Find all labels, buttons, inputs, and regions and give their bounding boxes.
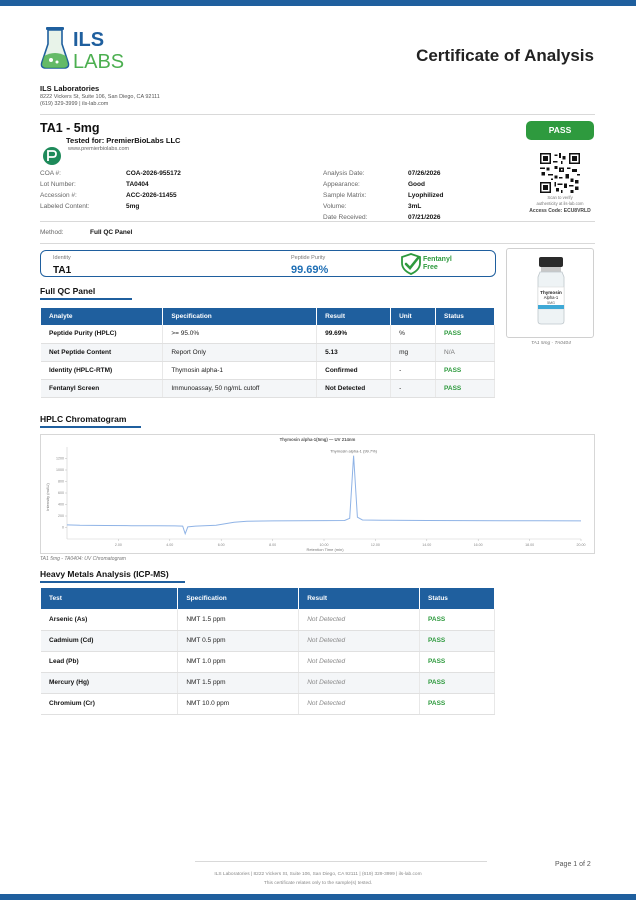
column-header: Test — [41, 588, 178, 609]
cell: Not Detected — [317, 379, 391, 397]
cell: Identity (HPLC-RTM) — [41, 361, 163, 379]
meta-value: 07/21/2026 — [408, 214, 441, 221]
purity-label: Peptide Purity — [291, 255, 326, 261]
cell: >= 95.0% — [163, 325, 317, 343]
meta-key: Date Received: — [323, 214, 368, 221]
x-tick-label: 18.00 — [525, 543, 535, 547]
svg-text:5MG: 5MG — [547, 301, 555, 305]
table-row — [41, 361, 495, 379]
column-header: Status — [436, 308, 495, 325]
y-tick-label: 200 — [58, 514, 64, 519]
lab-info — [40, 84, 160, 107]
shield-check-icon — [399, 252, 423, 276]
chromatogram-trace — [67, 456, 581, 534]
section-underline — [40, 298, 132, 300]
table-row — [41, 343, 495, 361]
meta-value: 5mg — [126, 203, 140, 210]
vial-image — [507, 249, 595, 339]
cell: NMT 0.5 ppm — [178, 630, 299, 651]
y-tick-label: 1000 — [56, 468, 64, 473]
meta-key: Sample Matrix: — [323, 192, 367, 199]
qr-code-icon[interactable] — [540, 153, 580, 193]
fentanyl-free-label — [423, 256, 452, 272]
method-value: Full QC Panel — [90, 229, 133, 236]
fentanyl-line: Free — [423, 264, 438, 271]
cell: Report Only — [163, 343, 317, 361]
table-row — [41, 672, 495, 693]
lab-contact: (619) 329-3999 | ils-lab.com — [40, 101, 109, 107]
qr-note-line: Scan to verify — [547, 195, 573, 200]
cell: - — [391, 361, 436, 379]
y-tick-label: 0 — [62, 525, 64, 530]
divider — [40, 243, 595, 244]
y-tick-label: 1200 — [56, 456, 64, 461]
method-key: Method: — [40, 229, 64, 236]
peak-label: Thymosin alpha-1 (99.7%) — [330, 448, 378, 454]
column-header: Unit — [391, 308, 436, 325]
identity-value: TA1 — [53, 265, 72, 276]
meta-left — [40, 168, 181, 212]
cell: NMT 10.0 ppm — [178, 693, 299, 714]
cell: - — [391, 379, 436, 397]
client-website: www.premierbiolabs.com — [68, 146, 130, 152]
cell: Net Peptide Content — [41, 343, 163, 361]
heavy-metals-title: Heavy Metals Analysis (ICP-MS) — [40, 569, 169, 579]
column-header: Specification — [178, 588, 299, 609]
page-number: Page 1 of 2 — [555, 861, 591, 868]
cell: NMT 1.5 ppm — [178, 672, 299, 693]
meta-key: Volume: — [323, 203, 347, 210]
x-tick-label: 16.00 — [473, 543, 483, 547]
svg-text:ILS: ILS — [73, 29, 105, 51]
identity-label: Identity — [53, 255, 71, 261]
cell: NMT 1.5 ppm — [178, 609, 299, 630]
cell: Arsenic (As) — [41, 609, 178, 630]
table-row — [41, 379, 495, 397]
column-header: Analyte — [41, 308, 163, 325]
lab-name: ILS Laboratories — [40, 84, 100, 93]
document-title: Certificate of Analysis — [416, 46, 594, 65]
x-tick-label: 10.00 — [319, 543, 329, 547]
chromatogram-caption: TA1 5mg - TA0404: UV Chromatogram — [40, 556, 126, 562]
y-tick-label: 600 — [58, 491, 64, 496]
status-cell: PASS — [436, 361, 495, 379]
purity-value: 99.69% — [291, 264, 329, 276]
premierbiolabs-logo — [42, 146, 62, 166]
x-tick-label: 12.00 — [370, 543, 380, 547]
status-cell: PASS — [420, 630, 495, 651]
table-row — [41, 651, 495, 672]
column-header: Specification — [163, 308, 317, 325]
meta-value: 3mL — [408, 203, 422, 210]
status-cell: PASS — [420, 672, 495, 693]
svg-text:Alpha-1: Alpha-1 — [543, 295, 559, 300]
cell: 5.13 — [317, 343, 391, 361]
section-underline — [40, 581, 185, 583]
meta-key: Accession #: — [40, 192, 77, 199]
qr-note — [520, 195, 600, 206]
meta-right — [323, 168, 444, 223]
meta-value: COA-2026-955172 — [126, 170, 181, 177]
svg-text:Thymosin: Thymosin — [540, 290, 562, 295]
column-header: Result — [299, 588, 420, 609]
y-tick-label: 400 — [58, 502, 64, 507]
divider — [40, 221, 595, 222]
footer-divider — [195, 861, 487, 862]
ils-labs-logo — [40, 24, 140, 74]
x-tick-label: 4.00 — [166, 543, 174, 547]
cell: Thymosin alpha-1 — [163, 361, 317, 379]
product-title: TA1 - 5mg — [40, 121, 100, 135]
client-block — [42, 136, 180, 152]
svg-text:LABS: LABS — [73, 51, 125, 73]
chromatogram-panel — [40, 434, 595, 554]
tested-for: Tested for: PremierBioLabs LLC — [66, 136, 181, 145]
chromatogram-title: HPLC Chromatogram — [40, 414, 127, 424]
cell: Peptide Purity (HPLC) — [41, 325, 163, 343]
cell: Not Detected — [299, 693, 420, 714]
vial-caption: TA1 5mg - TA0404 — [531, 341, 571, 346]
x-tick-label: 20.00 — [576, 543, 586, 547]
divider — [40, 114, 595, 115]
meta-value: Lyophilized — [408, 192, 444, 199]
cell: Not Detected — [299, 651, 420, 672]
cell: Chromium (Cr) — [41, 693, 178, 714]
overall-pass-badge: PASS — [526, 121, 594, 140]
meta-key: Analysis Date: — [323, 170, 365, 177]
cell: Immunoassay, 50 ng/mL cutoff — [163, 379, 317, 397]
qc-panel-table — [41, 308, 495, 398]
meta-key: Appearance: — [323, 181, 360, 188]
cell: Not Detected — [299, 672, 420, 693]
lab-address: 8222 Vickers St, Suite 106, San Diego, CA 92111 — [40, 94, 160, 100]
meta-value: ACC-2026-11455 — [126, 192, 177, 199]
x-axis-label: Retention Time (min) — [306, 547, 344, 552]
bottom-accent-bar — [0, 894, 636, 900]
table-row — [41, 630, 495, 651]
top-accent-bar — [0, 0, 636, 6]
x-tick-label: 14.00 — [422, 543, 432, 547]
cell: mg — [391, 343, 436, 361]
cell: Not Detected — [299, 609, 420, 630]
cell: Not Detected — [299, 630, 420, 651]
footer-address: ILS Laboratories | 8222 Vickers St, Suite 106, San Diego, CA 92111 | (619) 329-3999 | ils-lab.com — [214, 872, 422, 877]
cell: Fentanyl Screen — [41, 379, 163, 397]
y-axis-label: Intensity (mAU) — [45, 483, 50, 511]
x-tick-label: 2.00 — [114, 543, 122, 547]
access-code: Access Code: ECU8VRLD — [529, 208, 591, 214]
cell: NMT 1.0 ppm — [178, 651, 299, 672]
cell: 99.69% — [317, 325, 391, 343]
section-underline — [40, 426, 141, 428]
meta-value: TA0404 — [126, 181, 149, 188]
cell: Mercury (Hg) — [41, 672, 178, 693]
chromatogram-chart — [41, 435, 594, 553]
footer-disclaimer: This certificate relates only to the sample(s) tested. — [263, 881, 373, 886]
table-row — [41, 325, 495, 343]
cell: Confirmed — [317, 361, 391, 379]
status-cell: PASS — [420, 651, 495, 672]
cell: Lead (Pb) — [41, 651, 178, 672]
cell: Cadmium (Cd) — [41, 630, 178, 651]
cell: % — [391, 325, 436, 343]
status-cell: N/A — [436, 343, 495, 361]
y-tick-label: 800 — [58, 479, 64, 484]
meta-value: 07/26/2026 — [408, 170, 441, 177]
table-row — [41, 609, 495, 630]
method-line — [40, 229, 132, 236]
meta-key: Labeled Content: — [40, 203, 90, 210]
x-tick-label: 8.00 — [269, 543, 277, 547]
status-cell: PASS — [436, 325, 495, 343]
x-tick-label: 6.00 — [217, 543, 225, 547]
qc-panel-title: Full QC Panel — [40, 286, 96, 296]
product-image-card — [506, 248, 594, 338]
status-cell: PASS — [420, 609, 495, 630]
fentanyl-line: Fentanyl — [423, 256, 452, 263]
qr-note-line: authenticity at ils-lab.com — [536, 200, 584, 206]
table-row — [41, 693, 495, 714]
meta-value: Good — [408, 181, 425, 188]
summary-box — [40, 250, 496, 277]
status-cell: PASS — [420, 693, 495, 714]
column-header: Result — [317, 308, 391, 325]
chart-title: Thymosin alpha-1(5mg) — UV 214nm — [279, 437, 356, 442]
status-cell: PASS — [436, 379, 495, 397]
column-header: Status — [420, 588, 495, 609]
heavy-metals-table — [41, 588, 495, 715]
meta-key: COA #: — [40, 170, 61, 177]
meta-key: Lot Number: — [40, 181, 76, 188]
